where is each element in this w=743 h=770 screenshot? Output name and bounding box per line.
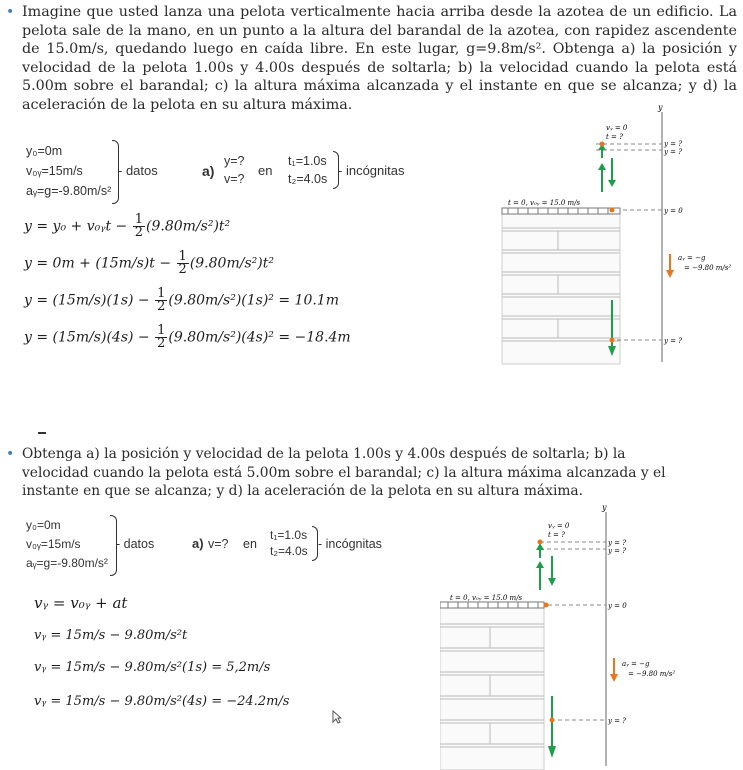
unknowns-1 [224,152,245,188]
stray-dash [38,432,46,434]
fraction-half: $\frac{1}{2}$ [134,212,144,240]
diagram-launch-label: t = 0, v₀ᵧ = 15.0 m/s [508,199,581,207]
times-2 [270,527,308,559]
diagram-accel-2: = −9.80 m/s² [684,264,732,272]
bullet-2: • [6,446,15,462]
equation-1-3: y = (15m/s)(1s) − $\frac{1}{2}$ (9.80m/s²)(1s)² = 10.1m [24,286,339,314]
time-t2: t₂=4.0s [288,172,328,186]
dato-ay: aᵧ=g=-9.80m/s² [26,556,108,570]
part-a-label-2: a) [192,536,204,551]
diagram-apex-t: t = ? [606,133,623,141]
dato-y0: y₀=0m [26,144,63,158]
datos-list-1 [26,141,111,201]
time-t1: t₁=1.0s [270,528,308,542]
problem-2-text: Obtenga a) la posición y velocidad de la pelota 1.00s y 4.00s después de soltarla; b) la velocidad cuando la pelota está 5.00m sobre el barandal; c) la altura máxima alcanzada y el instante en que se alcanza; y d) la aceleración de la pelota en su altura máxima. [22,446,666,499]
incognitas-label-1: - incógnitas [338,163,405,178]
dato-v0y: v₀ᵧ=15m/s [26,537,81,551]
equation-1-1: y = y₀ + v₀ᵧt − $\frac{1}{2}$ (9.80m/s²)t² [24,212,231,240]
diagram-y-axis-label: y [658,103,663,112]
time-t2: t₂=4.0s [270,544,308,558]
unknown-v-2: v=? [208,537,229,551]
diagram-accel-1: aᵧ = −g [678,254,706,262]
diagram-y-q1: y = ? [608,539,627,547]
problem-1-text: Imagine que usted lanza una pelota verticalmente hacia arriba desde la azotea de un edificio. La pelota sale de la mano, en un punto a la altura del barandal de la azotea, con rapidez ascendente de 15.0m/s, quedando luego en caída libre. En este lugar, g=9.8m/s². Obtenga a) la posición y velocidad de la pelota 1.00s y 4.00s después de soltarla; b) la velocidad cuando la pelota está 5.00m sobre el barandal; c) la altura máxima alcanzada y el instante en que se alcanza; y d) la aceleración de la pelota en su altura máxima. [22,4,737,113]
diagram-y-q2: y = ? [664,148,683,156]
building-diagram-2 [440,500,700,770]
bullet-1: • [6,4,15,20]
datos-label-1: - datos [118,163,158,178]
dato-y0: y₀=0m [26,518,61,532]
diagram-y-bottom: y = ? [608,717,627,725]
diagram-apex-t: t = ? [548,531,565,539]
diagram-accel-1: aᵧ = −g [622,660,650,668]
diagram-y-zero: y = 0 [608,602,627,610]
time-t1: t₁=1.0s [288,154,327,168]
en-label-1: en [258,163,273,178]
diagram-y-q1: y = ? [664,140,683,148]
equation-2-1: vᵧ = v₀ᵧ + at [34,594,128,612]
datos-label-2: - datos [116,537,155,551]
diagram-accel-2: = −9.80 m/s² [628,670,676,678]
diagram-y-bottom: y = ? [664,337,683,345]
building-diagram-1 [478,100,740,366]
equation-2-4: vᵧ = 15m/s − 9.80m/s²(4s) = −24.2m/s [34,694,290,709]
dato-ay: aᵧ=g=-9.80m/s² [26,184,112,198]
diagram-y-q2: y = ? [608,547,627,555]
diagram-y-zero: y = 0 [664,207,683,215]
fraction-half: $\frac{1}{2}$ [157,286,166,314]
diagram-apex-v: vᵧ = 0 [606,124,628,132]
times-1 [288,152,327,188]
datos-list-2 [26,516,108,573]
fraction-half: $\frac{1}{2}$ [178,249,187,277]
equation-1-2: y = 0m + (15m/s)t − $\frac{1}{2}$ (9.80m/s²)t² [24,249,274,277]
incognitas-label-2: - incógnitas [318,537,382,551]
equation-2-2: vᵧ = 15m/s − 9.80m/s²t [34,628,188,643]
unknown-y: y=? [224,154,245,168]
equation-2-3: vᵧ = 15m/s − 9.80m/s²(1s) = 5,2m/s [34,660,271,675]
diagram-y-axis-label: y [602,503,607,512]
mouse-cursor-icon [332,710,342,724]
dato-v0y: v₀ᵧ=15m/s [26,164,83,178]
equation-1-4: y = (15m/s)(4s) − $\frac{1}{2}$ (9.80m/s²)(4s)² = −18.4m [24,323,351,351]
part-a-label-1: a) [202,163,215,179]
fraction-half: $\frac{1}{2}$ [157,323,166,351]
diagram-launch-label: t = 0, v₀ᵧ = 15.0 m/s [450,594,523,602]
diagram-apex-v: vᵧ = 0 [548,522,570,530]
unknown-v: v=? [224,172,245,186]
en-label-2: en [243,537,257,551]
